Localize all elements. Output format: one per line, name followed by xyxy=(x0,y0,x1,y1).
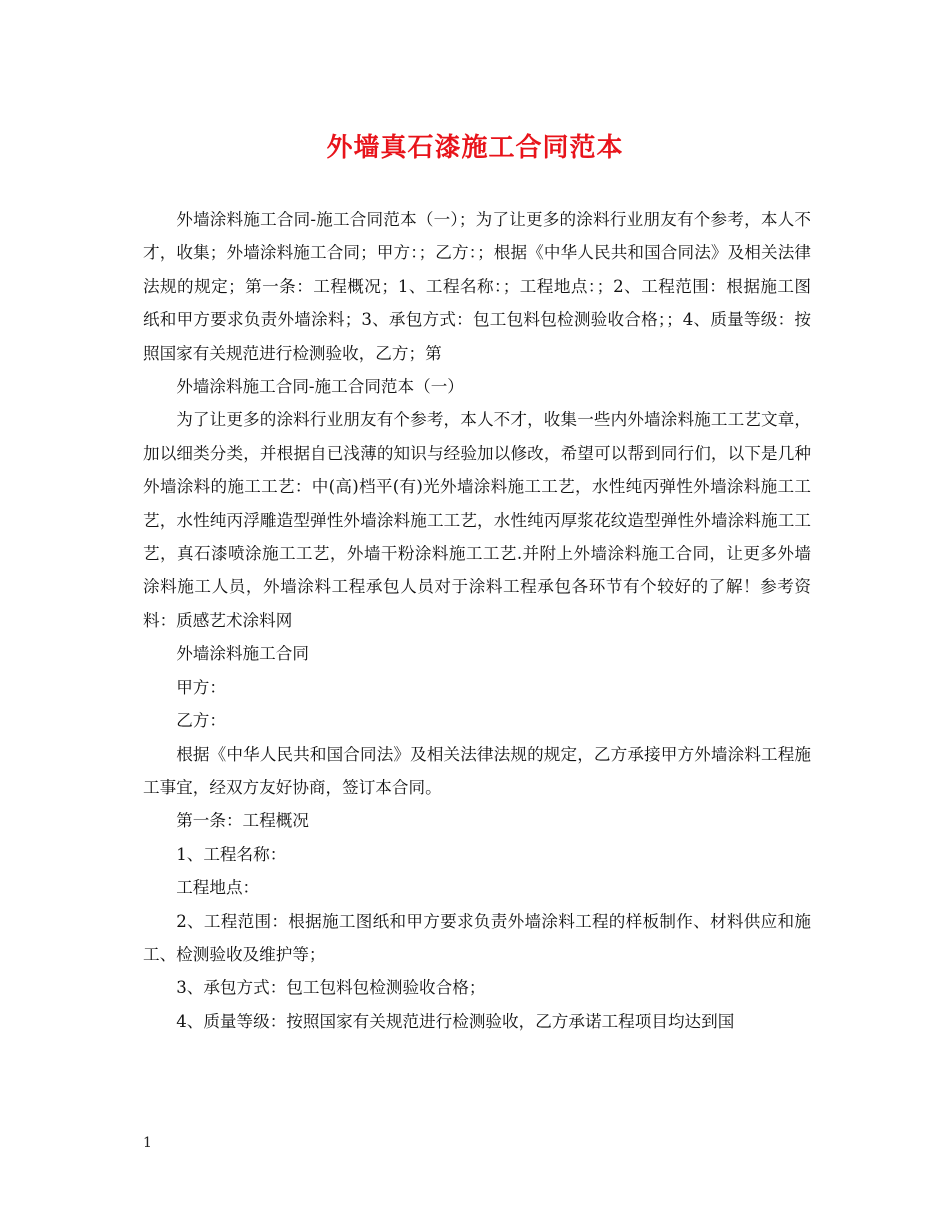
paragraph-legal-basis: 根据《中华人民共和国合同法》及相关法律法规的规定，乙方承接甲方外墙涂料工程施工事宜，经双方友好协商，签订本合同。 xyxy=(143,744,811,797)
document-body xyxy=(143,203,811,1038)
paragraph-summary: 外墙涂料施工合同-施工合同范本（一）；为了让更多的涂料行业朋友有个参考，本人不才，收集；外墙涂料施工合同；甲方：；乙方：；根据《中华人民共和国合同法》及相关法律法规的规定；第一条：工程概况；1、工程名称：；工程地点：；2、工程范围：根据施工图纸和甲方要求负责外墙涂料；3、承包方式：包工包料包检测验收合格；；4、质量等级：按照国家有关规范进行检测验收，乙方；第 xyxy=(143,210,811,363)
paragraph-contract-title: 外墙涂料施工合同 xyxy=(176,644,309,664)
paragraph-project-name: 1、工程名称： xyxy=(176,844,287,864)
document-title: 外墙真石漆施工合同范本 xyxy=(326,133,624,163)
paragraph-article-one: 第一条：工程概况 xyxy=(176,811,309,831)
paragraph-project-location: 工程地点： xyxy=(176,878,260,898)
paragraph-heading: 外墙涂料施工合同-施工合同范本（一） xyxy=(176,377,464,397)
paragraph-party-b: 乙方： xyxy=(176,711,226,731)
paragraph-contract-method: 3、承包方式：包工包料包检测验收合格； xyxy=(176,978,486,998)
paragraph-party-a: 甲方： xyxy=(176,677,226,697)
paragraph-project-scope: 2、工程范围：根据施工图纸和甲方要求负责外墙涂料工程的样板制作、材料供应和施工、检测验收及维护等； xyxy=(143,911,811,964)
paragraph-quality-grade: 4、质量等级：按照国家有关规范进行检测验收，乙方承诺工程项目均达到国 xyxy=(176,1011,735,1031)
page-number: 1 xyxy=(143,1135,152,1151)
paragraph-intro: 为了让更多的涂料行业朋友有个参考，本人不才，收集一些内外墙涂料施工工艺文章，加以细类分类，并根据自已浅薄的知识与经验加以修改，希望可以帮到同行们，以下是几种外墙涂料的施工工艺：中(高)档平(有)光外墙涂料施工工艺，水性纯丙弹性外墙涂料施工工艺，水性纯丙浮雕造型弹性外墙涂料施工工艺，水性纯丙厚浆花纹造型弹性外墙涂料施工工艺，真石漆喷涂施工工艺，外墙干粉涂料施工工艺.并附上外墙涂料施工合同，让更多外墙涂料施工人员，外墙涂料工程承包人员对于涂料工程承包各环节有个较好的了解！参考资料：质感艺术涂料网 xyxy=(143,410,811,630)
